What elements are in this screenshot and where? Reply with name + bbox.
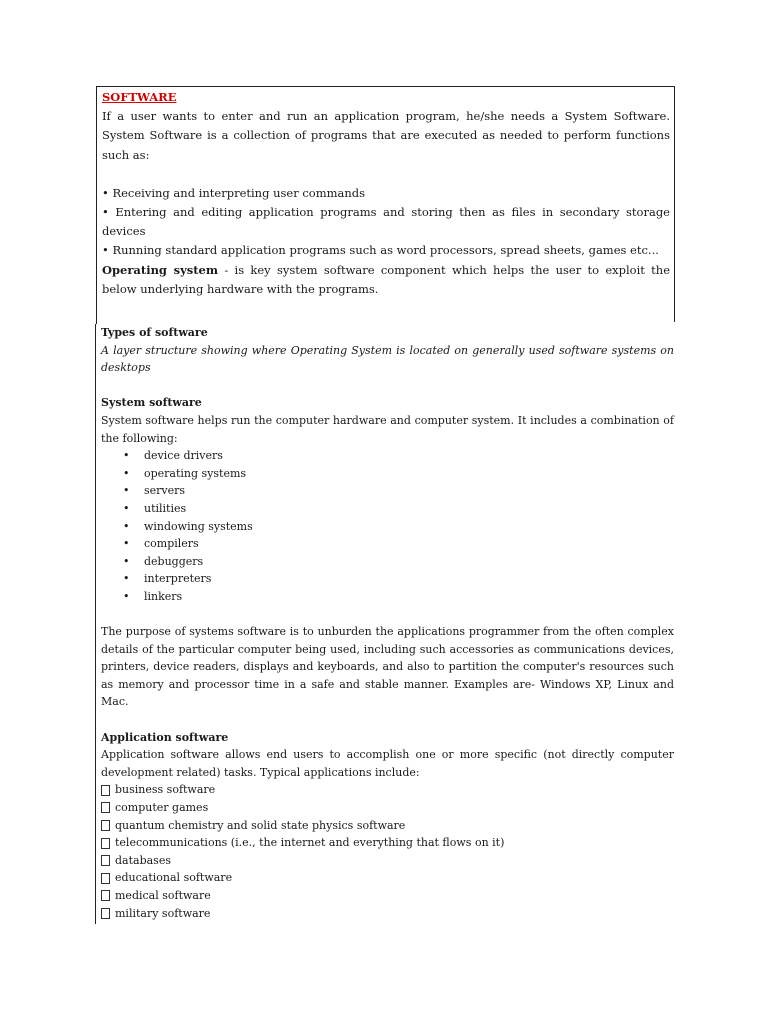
bullet-icon: • (123, 554, 130, 568)
bullet-icon: • (123, 589, 130, 603)
missing-glyph-icon (101, 908, 110, 919)
missing-glyph-icon (101, 890, 110, 901)
list-item: databases (101, 852, 674, 870)
missing-glyph-icon (101, 855, 110, 866)
system-software-intro: System software helps run the computer hardware and computer system. It includes a combination of the following: (101, 413, 674, 445)
operating-system-paragraph (102, 261, 670, 299)
software-bullet-2: • Entering and editing application programs and storing then as files in secondary storage devices (102, 205, 670, 239)
software-title: SOFTWARE (102, 90, 177, 104)
list-item: military software (101, 905, 674, 923)
left-border-top (96, 86, 97, 324)
list-item: quantum chemistry and solid state physics software (101, 817, 674, 835)
software-intro: If a user wants to enter and run an application program, he/she needs a System Software. System Software is a collection of programs that are executed as needed to perform functions such as: (102, 109, 670, 162)
missing-glyph-icon (101, 838, 110, 849)
list-item: business software (101, 781, 674, 799)
application-software-heading: Application software (101, 730, 229, 744)
list-item: educational software (101, 869, 674, 887)
system-software-list (101, 447, 674, 605)
list-item: • debuggers (101, 553, 674, 571)
list-item: • device drivers (101, 447, 674, 465)
list-item: computer games (101, 799, 674, 817)
list-item: • linkers (101, 588, 674, 606)
bullet-icon: • (123, 466, 130, 480)
missing-glyph-icon (101, 785, 110, 796)
bullet-icon: • (123, 484, 130, 498)
list-item: • utilities (101, 500, 674, 518)
purpose-paragraph: The purpose of systems software is to unburden the applications programmer from the often complex details of the particular computer being used, including such accessories as communications devices, printers, device readers, displays and keyboards, and also to partition the computer's resources such as memory and processor time in a safe and stable manner. Examples are- Windows XP, Linux and Mac. (101, 625, 674, 709)
top-border (96, 86, 675, 87)
list-item: telecommunications (i.e., the internet and everything that flows on it) (101, 834, 674, 852)
application-software-list (101, 781, 674, 922)
missing-glyph-icon (101, 820, 110, 831)
types-section (101, 324, 674, 922)
operating-system-term: Operating system (102, 262, 219, 277)
list-item: • compilers (101, 535, 674, 553)
types-heading: Types of software (101, 326, 208, 339)
list-item: • servers (101, 482, 674, 500)
system-software-heading: System software (101, 396, 202, 410)
application-software-intro: Application software allows end users to accomplish one or more specific (not directly computer development related) tasks. Typical applications include: (101, 748, 674, 779)
missing-glyph-icon (101, 873, 110, 884)
software-bullet-3: • Running standard application programs such as word processors, spread sheets, games etc... (102, 243, 659, 258)
right-border-top (674, 86, 675, 322)
left-border-bottom (95, 324, 96, 924)
software-section (102, 88, 670, 299)
bullet-icon: • (123, 572, 130, 586)
bullet-icon: • (123, 449, 130, 463)
list-item: • interpreters (101, 570, 674, 588)
operating-system-text: - is key system software component which helps the user to exploit the below underlying hardware with the programs. (102, 262, 670, 296)
missing-glyph-icon (101, 802, 110, 813)
bullet-icon: • (123, 537, 130, 551)
list-item: medical software (101, 887, 674, 905)
list-item: • operating systems (101, 465, 674, 483)
types-caption: A layer structure showing where Operating System is located on generally used software systems on desktops (101, 343, 674, 375)
list-item: • windowing systems (101, 518, 674, 536)
software-bullet-1: • Receiving and interpreting user commands (102, 185, 366, 200)
bullet-icon: • (123, 519, 130, 533)
bullet-icon: • (123, 501, 130, 515)
